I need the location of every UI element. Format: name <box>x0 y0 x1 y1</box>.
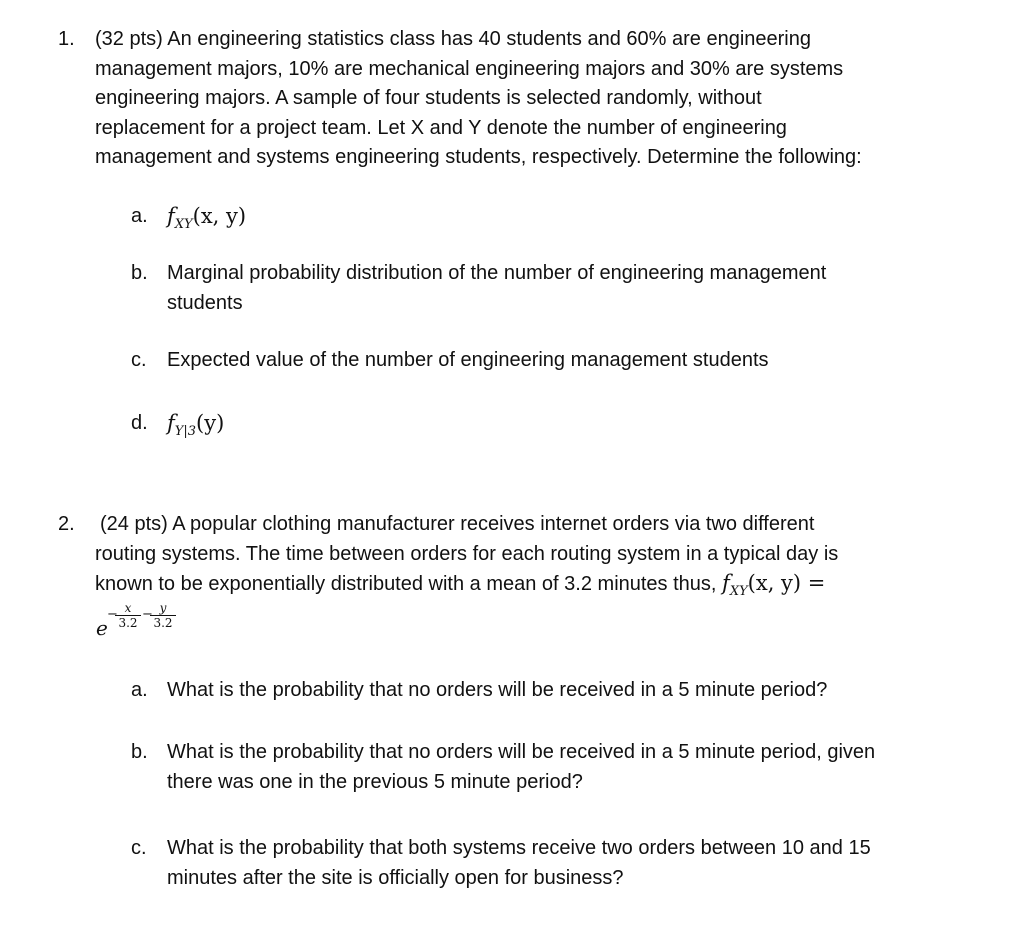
question-1-line: engineering majors. A sample of four students is selected randomly, without <box>95 87 762 109</box>
part-letter: b. <box>131 262 148 284</box>
question-2-number: 2. <box>58 513 75 535</box>
formula-minus: − <box>142 607 153 622</box>
part-text: What is the probability that no orders will be received in a 5 minute period? <box>167 679 828 701</box>
joint-pmf-notation: $f_{XY}(x$, y) <box>167 204 247 232</box>
formula-base: e <box>96 616 108 640</box>
question-2-line: known to be exponentially distributed with a mean of 3.2 minutes thus, $f_{XY}(x$, y) = <box>95 571 826 599</box>
question-1-line: management and systems engineering students, respectively. Determine the following: <box>95 146 862 168</box>
part-letter: c. <box>131 349 147 371</box>
part-letter: c. <box>131 837 147 859</box>
part-letter: a. <box>131 679 148 701</box>
question-2-line: routing systems. The time between orders for each routing system in a typical day is <box>95 542 839 565</box>
part-text: Marginal probability distribution of the number of engineering management students <box>167 262 827 314</box>
conditional-pmf-notation: $f_{Y|3}(y)$ <box>167 411 225 439</box>
part-text: Expected value of the number of engineering management students <box>167 349 769 371</box>
question-1-number: 1. <box>58 28 75 50</box>
formula-minus: − <box>107 607 118 622</box>
question-2-text <box>95 510 960 600</box>
formula-fraction-x: $\frac{x}{3.2}$ <box>115 602 141 629</box>
question-1-text <box>95 25 975 173</box>
question-1-line: (32 pts) An engineering statistics class has 40 students and 60% are engineering <box>95 28 811 50</box>
part-letter: d. <box>131 412 148 434</box>
question-1-line: replacement for a project team. Let X and Y denote the number of engineering <box>95 116 787 139</box>
part-letter: a. <box>131 205 148 227</box>
part-text: What is the probability that both systems receive two orders between 10 and 15 minutes after the site is officially open for business? <box>167 837 871 889</box>
joint-pdf-notation: $f_{XY}(x$, y) = <box>722 571 826 599</box>
part-text: What is the probability that no orders will be received in a 5 minute period, given there was one in the previous 5 minute period? <box>167 741 876 793</box>
formula-fraction-y: $\frac{y}{3.2}$ <box>150 602 176 629</box>
question-2-line: (24 pts) A popular clothing manufacturer receives internet orders via two different <box>100 513 815 535</box>
part-letter: b. <box>131 741 148 763</box>
question-1-line: management majors, 10% are mechanical engineering majors and 30% are systems <box>95 57 844 80</box>
